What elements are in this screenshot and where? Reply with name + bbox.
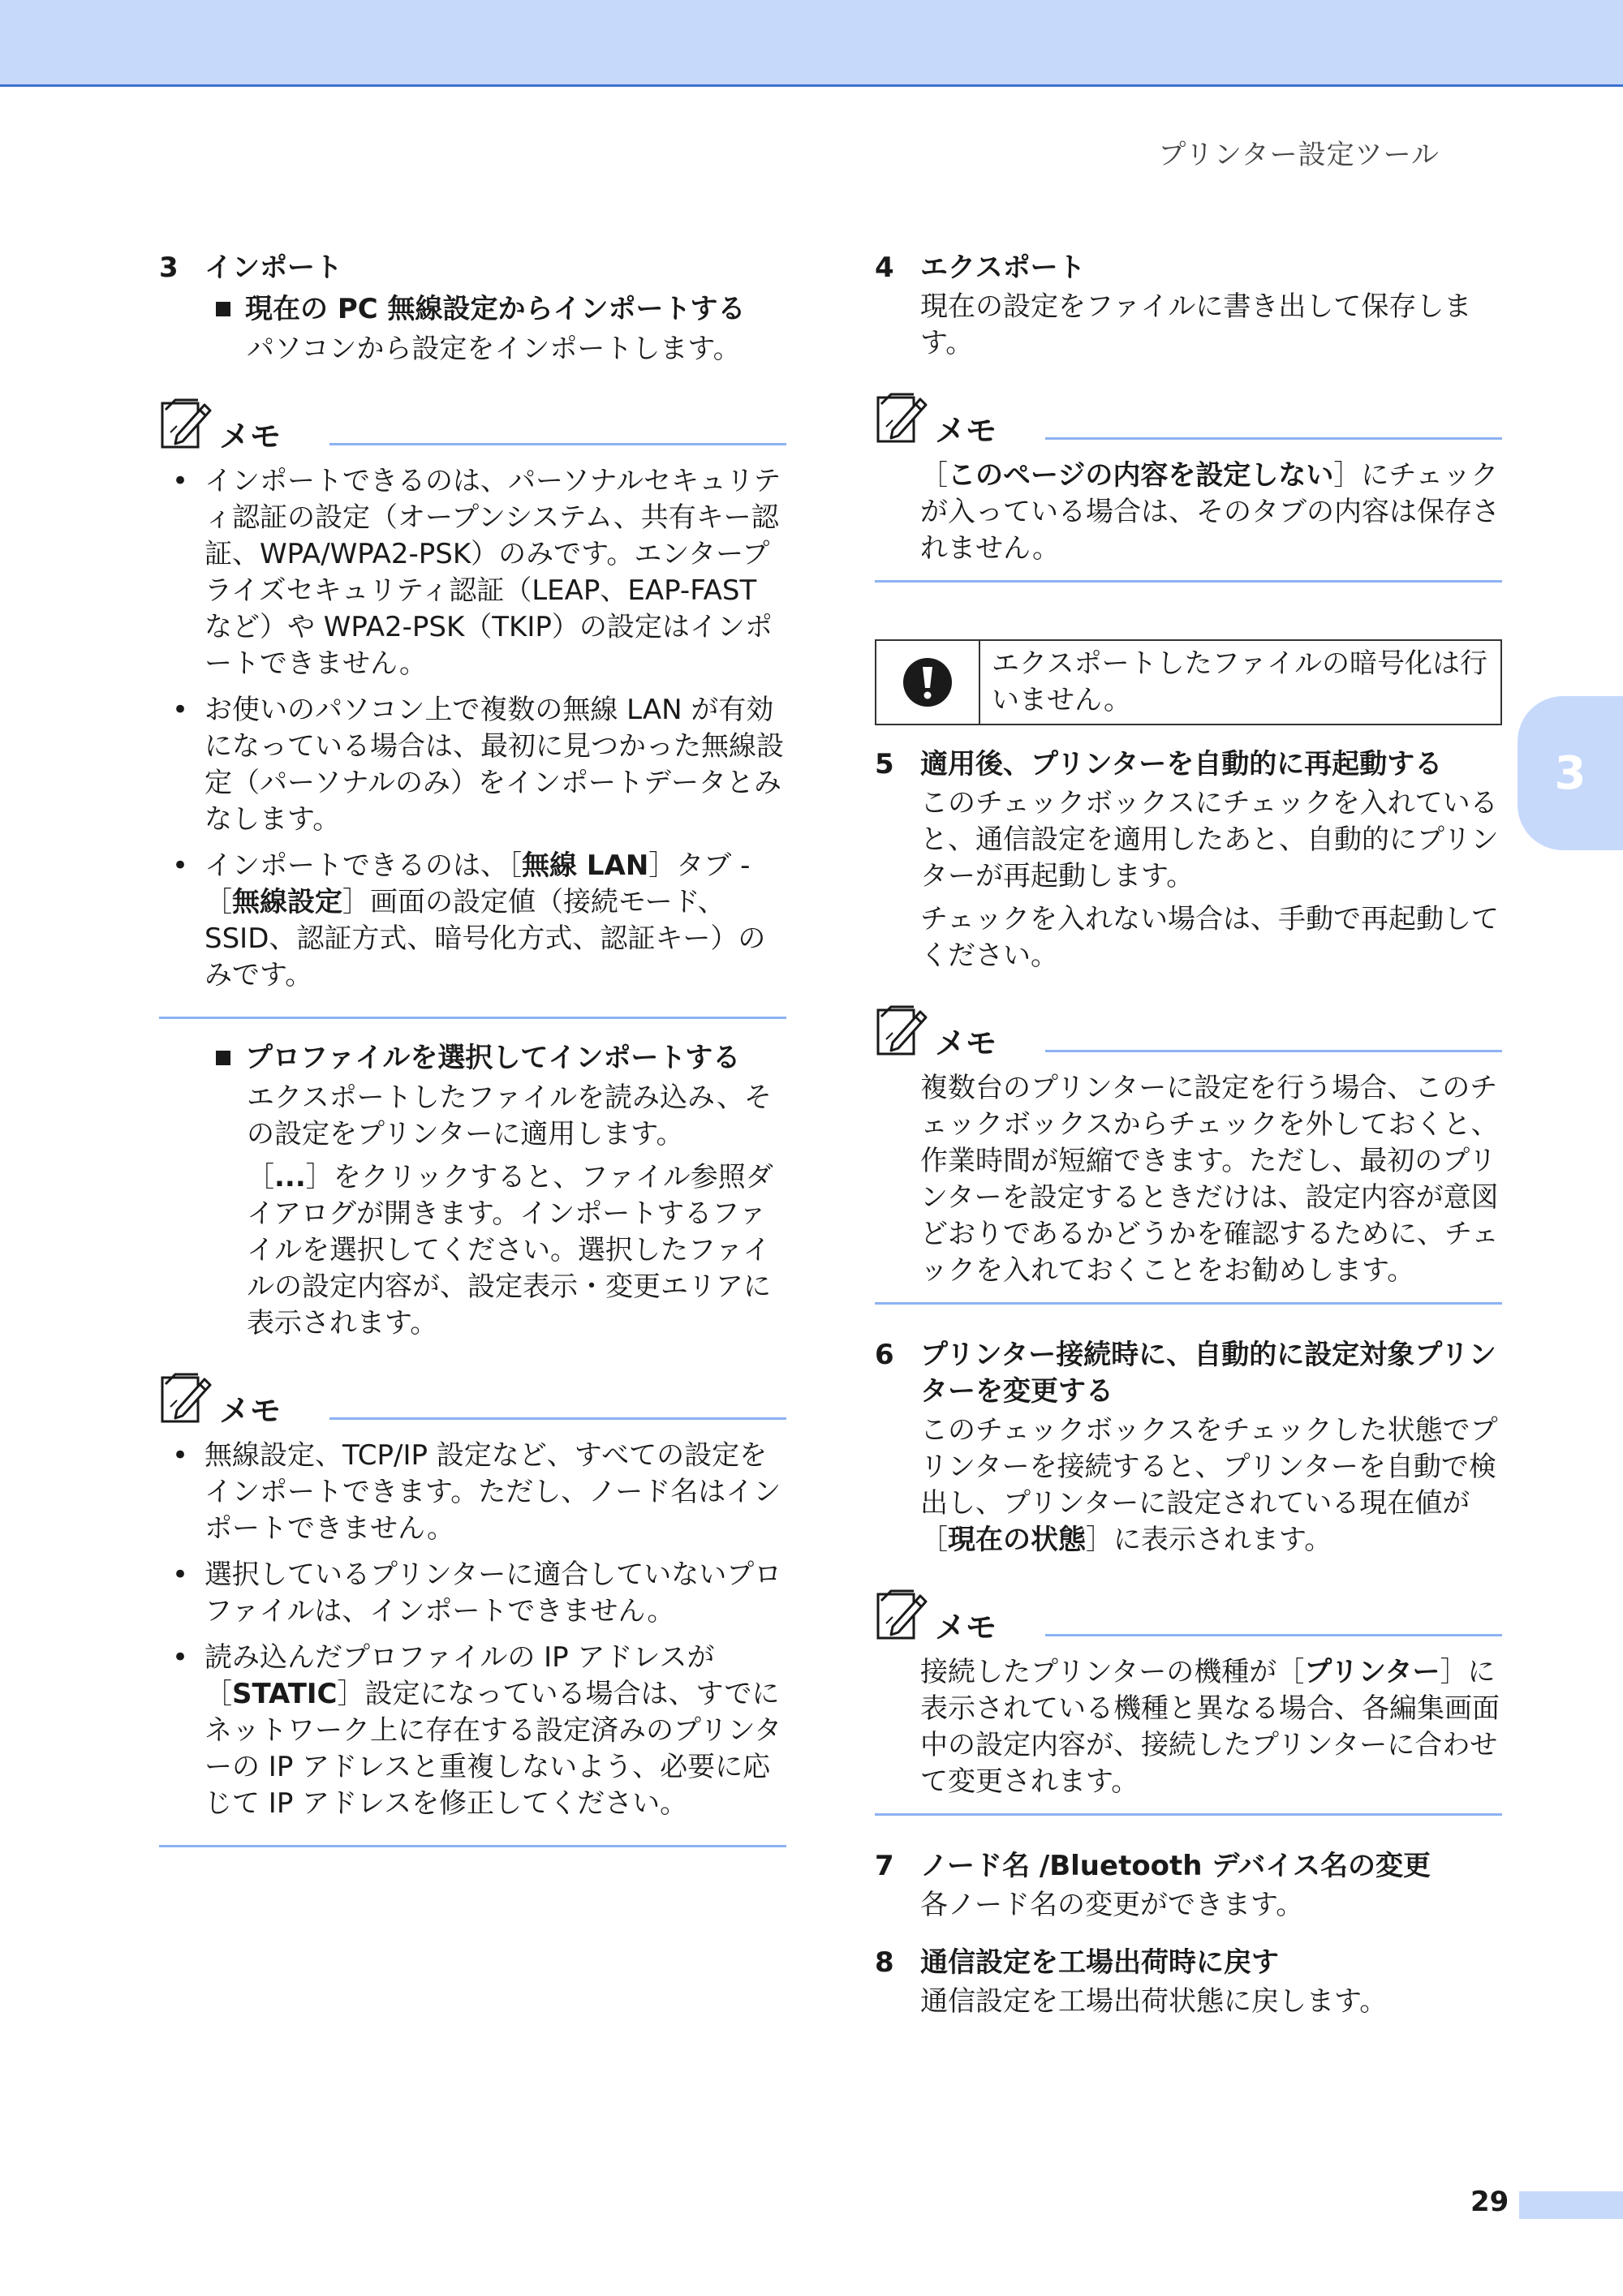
memo-bullet: • 選択しているプリンターに適合していないプロファイルは、インポートできません。 <box>159 1557 786 1630</box>
memo-box <box>875 1583 1502 1816</box>
memo-bullet: • 無線設定、TCP/IP 設定など、すべての設定をインポートできます。ただし、ノード名はインポートできません。 <box>159 1438 786 1547</box>
section-number: 7 <box>875 1850 894 1882</box>
section-title: 通信設定を工場出荷時に戻す <box>920 1946 1279 1979</box>
memo-bullet: • インポートできるのは、パーソナルセキュリティ認証の設定（オープンシステム、共有キー認証、WPA/WPA2-PSK）のみです。エンタープライズセキュリティ認証（LEAP、EAP-FAST など）や WPA2-PSK（TKIP）の設定はインポートできません。 <box>159 463 786 682</box>
subitem-body: ［...］をクリックすると、ファイル参照ダイアログが開きます。インポートするファイルを選択してください。選択したファイルの設定内容が、設定表示・変更エリアに表示されます。 <box>247 1161 773 1339</box>
memo-box <box>159 1366 786 1847</box>
memo-bullet: • お使いのパソコン上で複数の無線 LAN が有効になっている場合は、最初に見つかった無線設定（パーソナルのみ）をインポートデータとみなします。 <box>159 692 786 838</box>
subitem-title: 現在の PC 無線設定からインポートする <box>245 293 746 325</box>
subitem-body: エクスポートしたファイルを読み込み、その設定をプリンターに適用します。 <box>247 1081 773 1150</box>
memo-text: 接続したプリンターの機種が［プリンター］に表示されている機種と異なる場合、各編集画面中の設定内容が、接続したプリンターに合わせて変更されます。 <box>920 1656 1500 1798</box>
memo-bullet: • 読み込んだプロファイルの IP アドレスが［STATIC］設定になっている場合は、すでにネットワーク上に存在する設定済みのプリンターの IP アドレスと重複しないよう、必要に応じて IP アドレスを修正してください。 <box>159 1640 786 1822</box>
memo-pencil-icon <box>875 1004 930 1059</box>
right-column <box>875 250 1502 2020</box>
section-body: このチェックボックスにチェックを入れていると、通信設定を適用したあと、自動的にプリンターが再起動します。 <box>920 787 1499 892</box>
section-title: プリンター接続時に、自動的に設定対象プリンターを変更する <box>920 1339 1496 1408</box>
memo-text: 複数台のプリンターに設定を行う場合、このチェックボックスからチェックを外しておくと、作業時間が短縮できます。ただし、最初のプリンターを設定するときだけは、設定内容が意図どおりであるかどうかを確認するために、チェックを入れておくことをお勧めします。 <box>920 1072 1499 1287</box>
memo-pencil-icon <box>875 1588 930 1643</box>
memo-rule <box>1045 1634 1502 1636</box>
ui-term: このページの内容を設定しない <box>948 459 1334 492</box>
memo-box <box>875 999 1502 1305</box>
memo-box <box>875 386 1502 583</box>
memo-label: メモ <box>219 419 282 454</box>
left-column <box>159 250 786 1847</box>
section-number: 5 <box>875 748 894 780</box>
caution-text: エクスポートしたファイルの暗号化は行いません。 <box>992 647 1487 716</box>
section-import <box>159 250 786 1847</box>
memo-rule <box>329 443 786 445</box>
memo-label: メモ <box>219 1393 282 1429</box>
section-title: エクスポート <box>920 252 1086 284</box>
memo-rule <box>329 1417 786 1420</box>
subitem-import-profile <box>216 1040 786 1342</box>
ui-term: プリンター <box>1304 1656 1440 1688</box>
page-number: 29 <box>1470 2186 1509 2218</box>
header-title: プリンター設定ツール <box>1158 139 1440 171</box>
section-body: 通信設定を工場出荷状態に戻します。 <box>920 1985 1388 2018</box>
section-export <box>875 250 1502 725</box>
section-number: 8 <box>875 1946 894 1979</box>
ui-term: 無線 LAN <box>522 849 649 882</box>
memo-box <box>159 392 786 1019</box>
memo-label: メモ <box>935 413 997 449</box>
memo-bullet: • インポートできるのは、［無線 LAN］タブ -［無線設定］画面の設定値（接続モード、SSID、認証方式、暗号化方式、認証キー）のみです。 <box>159 848 786 994</box>
ui-term: ... <box>274 1161 306 1193</box>
section-title: ノード名 /Bluetooth デバイス名の変更 <box>920 1850 1431 1882</box>
section-title: 適用後、プリンターを自動的に再起動する <box>920 748 1443 780</box>
ui-term: 現在の状態 <box>948 1524 1086 1556</box>
ui-term: 無線設定 <box>232 886 342 918</box>
ui-term: STATIC <box>232 1678 338 1710</box>
section-body: このチェックボックスをチェックした状態でプリンターを接続すると、プリンターを自動で検出し、プリンターに設定されている現在値が［現在の状態］に表示されます。 <box>920 1414 1498 1556</box>
subitem-body: パソコンから設定をインポートします。 <box>247 333 741 365</box>
section-body: 各ノード名の変更ができます。 <box>920 1889 1304 1921</box>
section-number: 4 <box>875 252 894 284</box>
section-body: 現在の設定をファイルに書き出して保存します。 <box>920 290 1472 359</box>
memo-pencil-icon <box>159 397 214 452</box>
section-title: インポート <box>204 252 342 284</box>
section-number: 3 <box>159 252 179 284</box>
section-number: 6 <box>875 1339 894 1371</box>
section-auto-restart <box>875 746 1502 1305</box>
memo-label: メモ <box>935 1610 997 1645</box>
caution-box <box>875 639 1502 725</box>
exclamation-icon <box>902 657 953 707</box>
section-body: チェックを入れない場合は、手動で再起動してください。 <box>920 903 1499 972</box>
square-bullet-icon <box>216 1051 230 1065</box>
memo-label: メモ <box>935 1025 997 1061</box>
square-bullet-icon <box>216 302 230 316</box>
memo-rule <box>1045 1050 1502 1052</box>
chapter-tab: 3 <box>1518 696 1623 850</box>
section-factory-reset <box>875 1945 1502 2020</box>
memo-pencil-icon <box>875 391 930 446</box>
section-auto-change-printer <box>875 1337 1502 1816</box>
memo-text: ［このページの内容を設定しない］にチェックが入っている場合は、そのタブの内容は保存されません。 <box>920 459 1500 565</box>
caution-cell <box>876 641 980 724</box>
memo-rule <box>1045 437 1502 440</box>
subitem-import-pc <box>216 291 786 368</box>
top-band <box>0 0 1623 87</box>
page-bar <box>1519 2191 1623 2219</box>
section-node-name <box>875 1848 1502 1924</box>
memo-pencil-icon <box>159 1371 214 1426</box>
subitem-title: プロファイルを選択してインポートする <box>245 1042 741 1074</box>
